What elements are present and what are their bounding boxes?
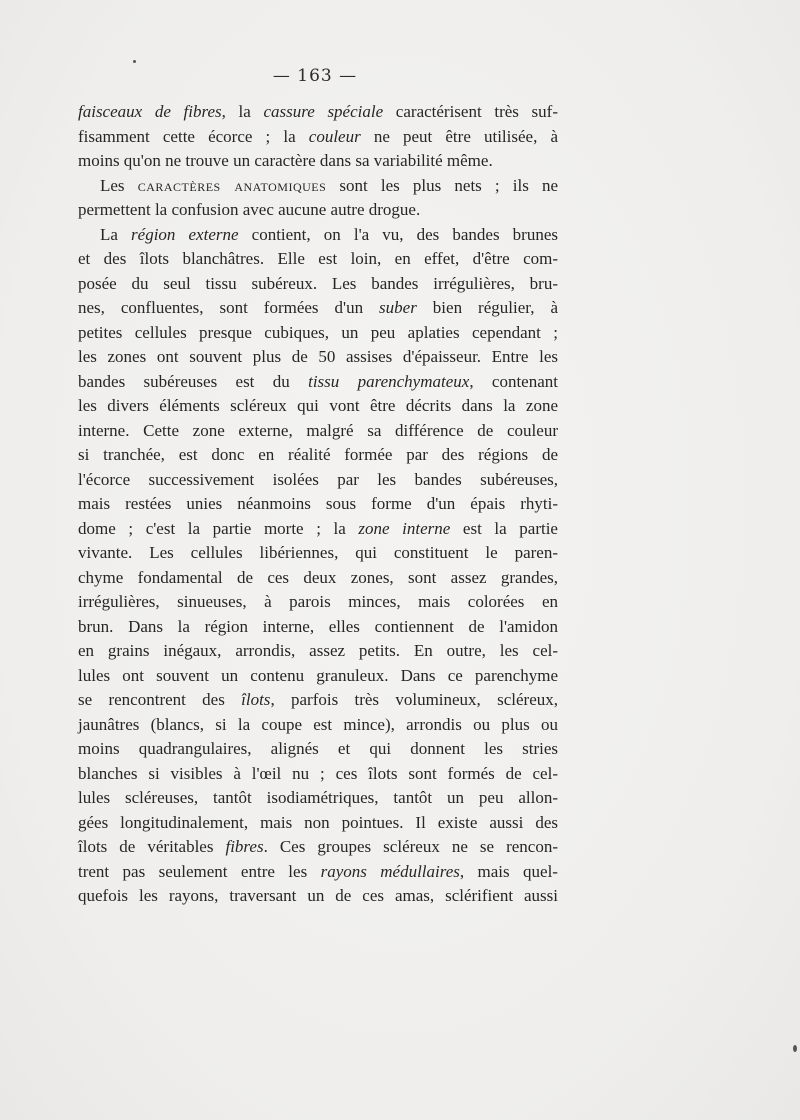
text-line (78, 762, 558, 787)
text-segment: , mais quel- (459, 861, 558, 881)
text-segment: caractérisent très suf- (383, 102, 558, 121)
text-segment: moins quadrangulaires, alignés et qui donnent les stries (78, 739, 558, 758)
text-segment: moins qu'on ne trouve un caractère dans sa variabilité même. (78, 151, 493, 170)
text-line (78, 125, 558, 150)
text-segment: chyme fondamental de ces deux zones, sont assez grandes, (78, 567, 558, 587)
text-segment: interne. Cette zone externe, malgré sa différence de couleur (78, 420, 558, 440)
text-line (78, 688, 558, 713)
text-line (78, 541, 558, 566)
text-line (78, 639, 558, 664)
text-line (78, 786, 558, 811)
text-line (78, 394, 558, 419)
text-line (78, 713, 558, 738)
page-number: — 163 — (272, 66, 358, 86)
text-line (78, 468, 558, 493)
text-line (78, 884, 558, 909)
text-line (78, 149, 558, 174)
text-line (78, 835, 558, 860)
text-segment: petites cellules presque cubiques, un peu aplaties cependant ; (78, 322, 558, 342)
text-segment: se rencontrent des (78, 690, 242, 709)
text-segment: les divers éléments scléreux qui vont être décrits dans la zone (78, 396, 558, 415)
text-segment: ne peut être utilisée, à (360, 126, 558, 146)
italic-text: tissu parenchymateux (308, 371, 470, 391)
text-segment: îlots de véritables (78, 837, 226, 856)
text-segment: bandes subéreuses est du (78, 371, 309, 391)
text-segment: quefois les rayons, traversant un de ces amas, sclérifient aussi (78, 886, 558, 905)
scan-speck (793, 1045, 797, 1052)
text-segment: lules ont souvent un contenu granuleux. Dans ce parenchyme (78, 665, 558, 685)
text-segment: contient, on l'a vu, des bandes brunes (238, 224, 558, 244)
text-line (78, 443, 558, 468)
text-line (78, 345, 558, 370)
italic-text: région externe (131, 224, 239, 244)
text-line (78, 223, 558, 248)
text-line (78, 198, 558, 223)
italic-text: cassure spéciale (263, 102, 384, 121)
text-segment: posée du seul tissu subéreux. Les bandes irrégulières, bru- (78, 273, 558, 293)
text-segment: si tranchée, est donc en réalité formée par des régions de (78, 445, 558, 464)
text-segment: gées longitudinalement, mais non pointues. Il existe aussi des (78, 812, 558, 832)
text-segment: fisamment cette écorce ; la (78, 126, 309, 146)
text-segment: , parfois très volumineux, scléreux, (270, 690, 558, 709)
text-segment: vivante. Les cellules libériennes, qui constituent le paren- (78, 543, 558, 562)
text-segment: bien régulier, à (416, 298, 558, 317)
small-caps-text: caractères anatomiques (137, 175, 327, 195)
text-segment: Les (100, 175, 138, 195)
italic-text: faisceaux de fibres (78, 102, 222, 121)
text-line (78, 100, 558, 125)
text-segment: nes, confluentes, sont formées d'un (78, 298, 380, 317)
text-line (78, 321, 558, 346)
text-segment: La (100, 224, 132, 244)
text-line (78, 174, 558, 199)
text-line (78, 370, 558, 395)
text-line (78, 664, 558, 689)
text-line (78, 566, 558, 591)
italic-text: suber (379, 298, 417, 317)
text-segment: les zones ont souvent plus de 50 assises d'épaisseur. Entre les (78, 347, 558, 366)
text-segment: jaunâtres (blancs, si la coupe est mince), arrondis ou plus ou (78, 714, 558, 734)
text-segment: en grains inégaux, arrondis, assez petits. En outre, les cel- (78, 641, 558, 660)
text-line (78, 615, 558, 640)
text-segment: dome ; c'est la partie morte ; la (78, 518, 359, 538)
text-line (78, 811, 558, 836)
text-line (78, 517, 558, 542)
text-line (78, 272, 558, 297)
scan-speck (133, 60, 136, 63)
text-segment: est la partie (450, 518, 558, 538)
text-line (78, 492, 558, 517)
body-text (78, 100, 558, 909)
text-segment: l'écorce successivement isolées par les bandes subéreuses, (78, 469, 558, 489)
text-line (78, 737, 558, 762)
text-segment: et des îlots blanchâtres. Elle est loin, en effet, d'être com- (78, 249, 558, 268)
italic-text: couleur (308, 126, 361, 146)
text-segment: permettent la confusion avec aucune autre drogue. (78, 200, 421, 219)
text-line (78, 860, 558, 885)
italic-text: îlots (241, 690, 271, 709)
italic-text: fibres (225, 837, 264, 856)
italic-text: zone interne (358, 518, 451, 538)
text-segment: , la (221, 102, 264, 121)
text-segment: lules scléreuses, tantôt isodiamétriques, tantôt un peu allon- (78, 788, 558, 807)
text-segment: irrégulières, sinueuses, à parois minces, mais colorées en (78, 592, 558, 611)
text-line (78, 590, 558, 615)
text-line (78, 247, 558, 272)
text-segment: mais restées unies néanmoins sous forme d'un épais rhyti- (78, 494, 558, 513)
text-segment: blanches si visibles à l'œil nu ; ces îlots sont formés de cel- (78, 763, 558, 783)
text-segment: sont les plus nets ; ils ne (326, 175, 559, 195)
text-segment: brun. Dans la région interne, elles contiennent de l'amidon (78, 616, 558, 636)
italic-text: rayons médullaires (320, 861, 460, 881)
text-segment: , contenant (469, 371, 558, 391)
text-line (78, 296, 558, 321)
text-line (78, 419, 558, 444)
text-segment: . Ces groupes scléreux ne se rencon- (263, 837, 558, 856)
text-segment: trent pas seulement entre les (78, 861, 321, 881)
